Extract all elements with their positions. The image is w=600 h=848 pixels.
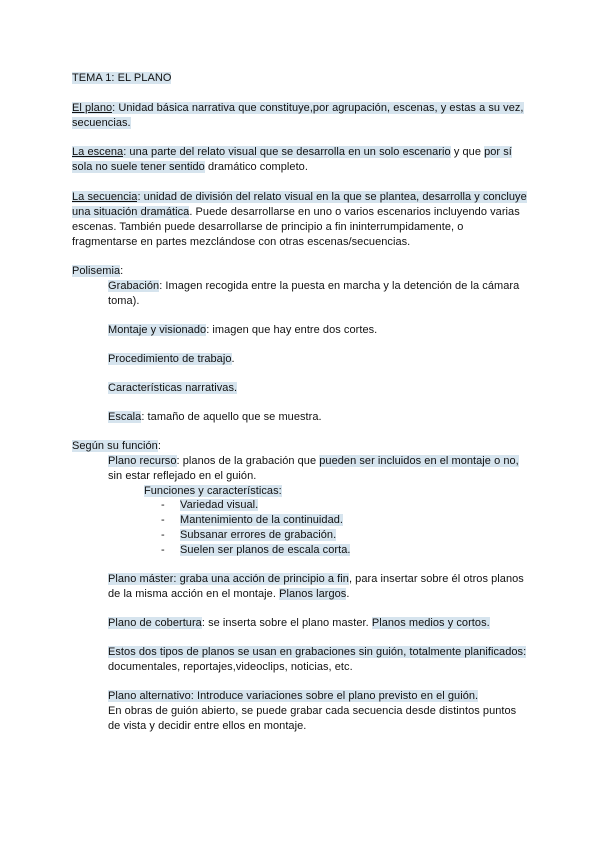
procedimiento-term: Procedimiento de trabajo xyxy=(108,353,232,365)
recurso-text-1: : planos de la grabación que xyxy=(176,455,320,467)
funcion-heading xyxy=(72,439,161,453)
bullet-marker: - xyxy=(161,544,165,556)
caracteristicas-line xyxy=(108,381,237,395)
funcion-heading-text: Según su función xyxy=(72,440,158,452)
plano-paragraph-line-2 xyxy=(72,116,131,130)
title-text: TEMA 1: EL PLANO xyxy=(72,72,172,84)
funciones-heading-text: Funciones y características: xyxy=(144,485,282,497)
funcion-colon: : xyxy=(157,440,161,452)
alternativo-line-1 xyxy=(108,689,478,703)
escena-connector: y que xyxy=(450,146,485,158)
escala-definition: : tamaño de aquello que se muestra. xyxy=(141,411,322,423)
escena-highlight-2: por sí xyxy=(484,146,512,158)
master-period: . xyxy=(346,588,350,600)
grabacion-definition: : Imagen recogida entre la puesta en marcha y la detención de la cámara xyxy=(159,280,520,292)
polisemia-heading-text: Polisemia xyxy=(72,265,121,277)
master-term: Plano máster xyxy=(108,573,174,585)
master-line-2 xyxy=(108,587,349,601)
escena-paragraph-line-2 xyxy=(72,160,308,174)
bullet-marker: - xyxy=(161,499,165,511)
master-text-1: , para insertar sobre él otros planos xyxy=(348,573,524,585)
montaje-line xyxy=(108,323,377,337)
master-line-1 xyxy=(108,572,524,586)
escena-paragraph-line-1 xyxy=(72,145,512,159)
escena-highlight-3: sola no suele tener sentido xyxy=(72,161,205,173)
secuencia-text-2: . Puede desarrollarse en uno o varios escenarios incluyendo varias xyxy=(189,206,520,218)
cobertura-line xyxy=(108,616,490,630)
caracteristicas-term: Características narrativas. xyxy=(108,382,238,394)
estos-line-2: documentales, reportajes,videoclips, noticias, etc. xyxy=(108,661,353,673)
secuencia-definition: : unidad de división del relato visual en la que se plantea, desarrolla y concluye xyxy=(137,191,527,203)
escala-line xyxy=(108,410,322,424)
plano-term: El plano xyxy=(72,102,113,114)
secuencia-paragraph-line-1 xyxy=(72,190,527,204)
grabacion-term: Grabación xyxy=(108,280,160,292)
secuencia-term: La secuencia xyxy=(72,191,138,203)
escena-definition-end: dramático completo. xyxy=(204,161,308,173)
secuencia-paragraph-line-3: escenas. También puede desarrollarse de principio a fin ininterrumpidamente, o xyxy=(72,221,464,233)
cobertura-term: Plano de cobertura xyxy=(108,617,202,629)
master-text-2: de la misma acción en el montaje. xyxy=(108,588,280,600)
list-item-text: Mantenimiento de la continuidad. xyxy=(180,514,344,526)
secuencia-paragraph-line-2 xyxy=(72,205,520,219)
recurso-line-2: sin estar reflejado en el guión. xyxy=(108,470,257,482)
plano-paragraph-line-1 xyxy=(72,101,524,115)
alternativo-term: Plano alternativo xyxy=(108,690,191,702)
list-item-text: Suelen ser planos de escala corta. xyxy=(180,544,351,556)
secuencia-paragraph-line-4: fragmentarse en partes mezclándose con otras escenas/secuencias. xyxy=(72,236,411,248)
secuencia-highlight-2: una situación dramática xyxy=(72,206,190,218)
plano-definition: : Unidad básica narrativa que constituye,por agrupación, escenas, y estas a su vez, xyxy=(112,102,524,114)
list-item xyxy=(180,528,336,542)
master-highlight: : graba una acción de principio a fin xyxy=(173,573,349,585)
list-item-text: Variedad visual. xyxy=(180,499,259,511)
montaje-definition: : imagen que hay entre dos cortes. xyxy=(206,324,378,336)
grabacion-line-1 xyxy=(108,279,519,293)
funciones-heading xyxy=(144,484,282,498)
list-item-text: Subsanar errores de grabación. xyxy=(180,529,337,541)
grabacion-line-2: toma). xyxy=(108,295,140,307)
alternativo-line-2: En obras de guión abierto, se puede grabar cada secuencia desde distintos puntos xyxy=(108,705,517,717)
recurso-term: Plano recurso xyxy=(108,455,177,467)
estos-highlight: Estos dos tipos de planos se usan en grabaciones sin guión, totalmente planificados: xyxy=(108,646,527,658)
estos-line-1 xyxy=(108,645,526,659)
escena-term: La escena xyxy=(72,146,124,158)
alternativo-highlight: : Introduce variaciones sobre el plano previsto en el guión. xyxy=(190,690,479,702)
recurso-highlight: pueden ser incluidos en el montaje o no, xyxy=(319,455,519,467)
plano-definition-end: secuencias. xyxy=(72,117,131,129)
list-item xyxy=(180,513,343,527)
bullet-marker: - xyxy=(161,529,165,541)
escena-definition: : una parte del relato visual que se desarrolla en un solo escenario xyxy=(123,146,451,158)
recurso-line-1 xyxy=(108,454,519,468)
polisemia-heading xyxy=(72,264,123,278)
master-planos-largos: Planos largos xyxy=(279,588,347,600)
polisemia-colon: : xyxy=(120,265,124,277)
procedimiento-line xyxy=(108,352,235,366)
cobertura-text: : se inserta sobre el plano master. xyxy=(201,617,372,629)
alternativo-line-3: de vista y decidir entre ellos en montaje. xyxy=(108,720,307,732)
procedimiento-period: . xyxy=(231,353,235,365)
escala-term: Escala xyxy=(108,411,142,423)
list-item xyxy=(180,498,258,512)
list-item xyxy=(180,543,350,557)
bullet-marker: - xyxy=(161,514,165,526)
cobertura-highlight: Planos medios y cortos. xyxy=(371,617,490,629)
montaje-term: Montaje y visionado xyxy=(108,324,207,336)
page-title xyxy=(72,71,171,85)
